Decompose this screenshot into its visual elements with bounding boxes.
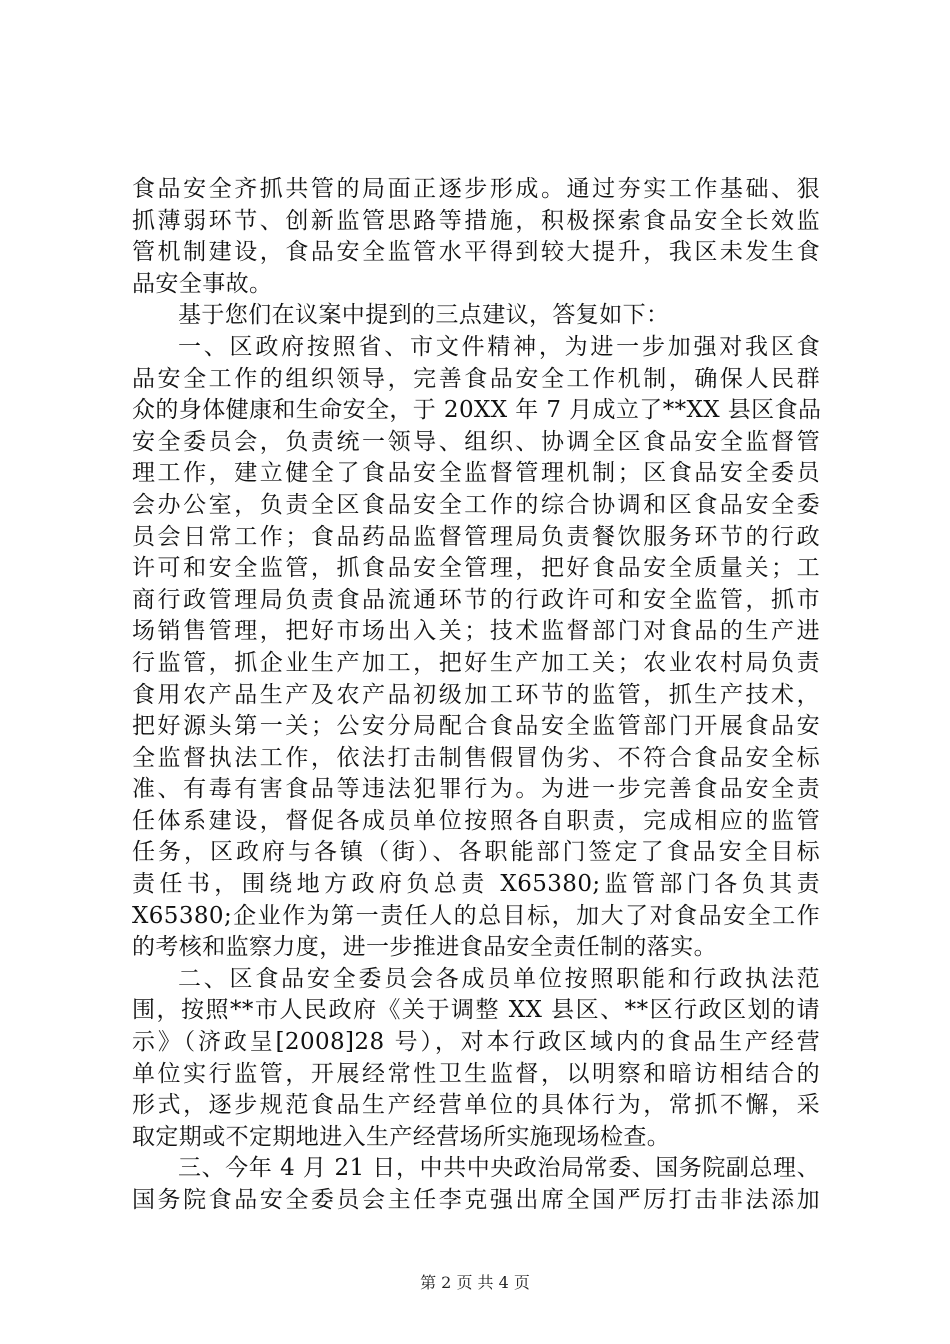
text-line: 品安全事故。 xyxy=(132,270,273,297)
paragraph xyxy=(132,332,820,964)
paragraph xyxy=(132,174,820,300)
text-line: 场销售管理，把好市场出入关；技术监督部门对食品的生产进 xyxy=(132,618,820,645)
text-line: 示》（济政呈[2008]28 号），对本行政区域内的食品生产经营 xyxy=(132,1029,820,1056)
text-line: 会办公室，负责全区食品安全工作的综合协调和区食品安全委 xyxy=(132,491,820,518)
paragraph xyxy=(132,300,820,332)
text-line: 品安全工作的组织领导，完善食品安全工作机制，确保人民群 xyxy=(132,365,820,392)
page-number-footer: 第 2 页 共 4 页 xyxy=(420,1273,530,1292)
text-line: 基于您们在议案中提到的三点建议，答复如下： xyxy=(178,302,670,329)
text-line: 责任书，围绕地方政府负总责 X65380;监管部门各负其责 xyxy=(132,871,820,898)
text-line: 围，按照**市人民政府《关于调整 XX 县区、**区行政区划的请 xyxy=(132,997,820,1024)
text-line: 行监管，抓企业生产加工，把好生产加工关；农业农村局负责 xyxy=(132,649,820,676)
text-line: 管机制建设，食品安全监管水平得到较大提升，我区未发生食 xyxy=(132,239,820,266)
text-line: 三、今年 4 月 21 日，中共中央政治局常委、国务院副总理、 xyxy=(178,1155,820,1182)
text-line: X65380;企业作为第一责任人的总目标，加大了对食品安全工作 xyxy=(132,902,820,929)
text-line: 安全委员会，负责统一领导、组织、协调全区食品安全监督管 xyxy=(132,428,820,455)
text-line: 抓薄弱环节、创新监管思路等措施，积极探索食品安全长效监 xyxy=(132,207,820,234)
text-line: 理工作，建立健全了食品安全监督管理机制；区食品安全委员 xyxy=(132,460,820,487)
text-line: 众的身体健康和生命安全，于 20XX 年 7 月成立了**XX 县区食品 xyxy=(132,397,822,424)
text-line: 任务，区政府与各镇（街）、各职能部门签定了食品安全目标 xyxy=(132,839,820,866)
text-line: 形式，逐步规范食品生产经营单位的具体行为，常抓不懈，采 xyxy=(132,1092,820,1119)
text-line: 食品安全齐抓共管的局面正逐步形成。通过夯实工作基础、狠 xyxy=(132,176,820,202)
text-line: 许可和安全监管，抓食品安全管理，把好食品安全质量关；工 xyxy=(132,555,820,582)
text-line: 商行政管理局负责食品流通环节的行政许可和安全监管，抓市 xyxy=(132,586,820,613)
paragraph xyxy=(132,1153,820,1216)
text-line: 全监督执法工作，依法打击制售假冒伪劣、不符合食品安全标 xyxy=(132,744,820,771)
text-line: 单位实行监管，开展经常性卫生监督，以明察和暗访相结合的 xyxy=(132,1060,820,1087)
text-line: 取定期或不定期地进入生产经营场所实施现场检查。 xyxy=(132,1123,671,1150)
text-line: 国务院食品安全委员会主任李克强出席全国严厉打击非法添加 xyxy=(132,1187,820,1213)
document-body xyxy=(132,174,820,1217)
text-line: 二、区食品安全委员会各成员单位按照职能和行政执法范 xyxy=(178,965,820,992)
text-line: 的考核和监察力度，进一步推进食品安全责任制的落实。 xyxy=(132,934,717,961)
text-line: 把好源头第一关；公安分局配合食品安全监管部门开展食品安 xyxy=(132,713,820,740)
paragraph xyxy=(132,964,820,1154)
text-line: 任体系建设，督促各成员单位按照各自职责，完成相应的监管 xyxy=(132,807,820,834)
text-line: 准、有毒有害食品等违法犯罪行为。为进一步完善食品安全责 xyxy=(132,776,820,803)
text-line: 员会日常工作；食品药品监督管理局负责餐饮服务环节的行政 xyxy=(132,523,820,550)
text-line: 一、区政府按照省、市文件精神，为进一步加强对我区食 xyxy=(178,333,820,360)
text-line: 食用农产品生产及农产品初级加工环节的监管，抓生产技术， xyxy=(132,681,820,708)
